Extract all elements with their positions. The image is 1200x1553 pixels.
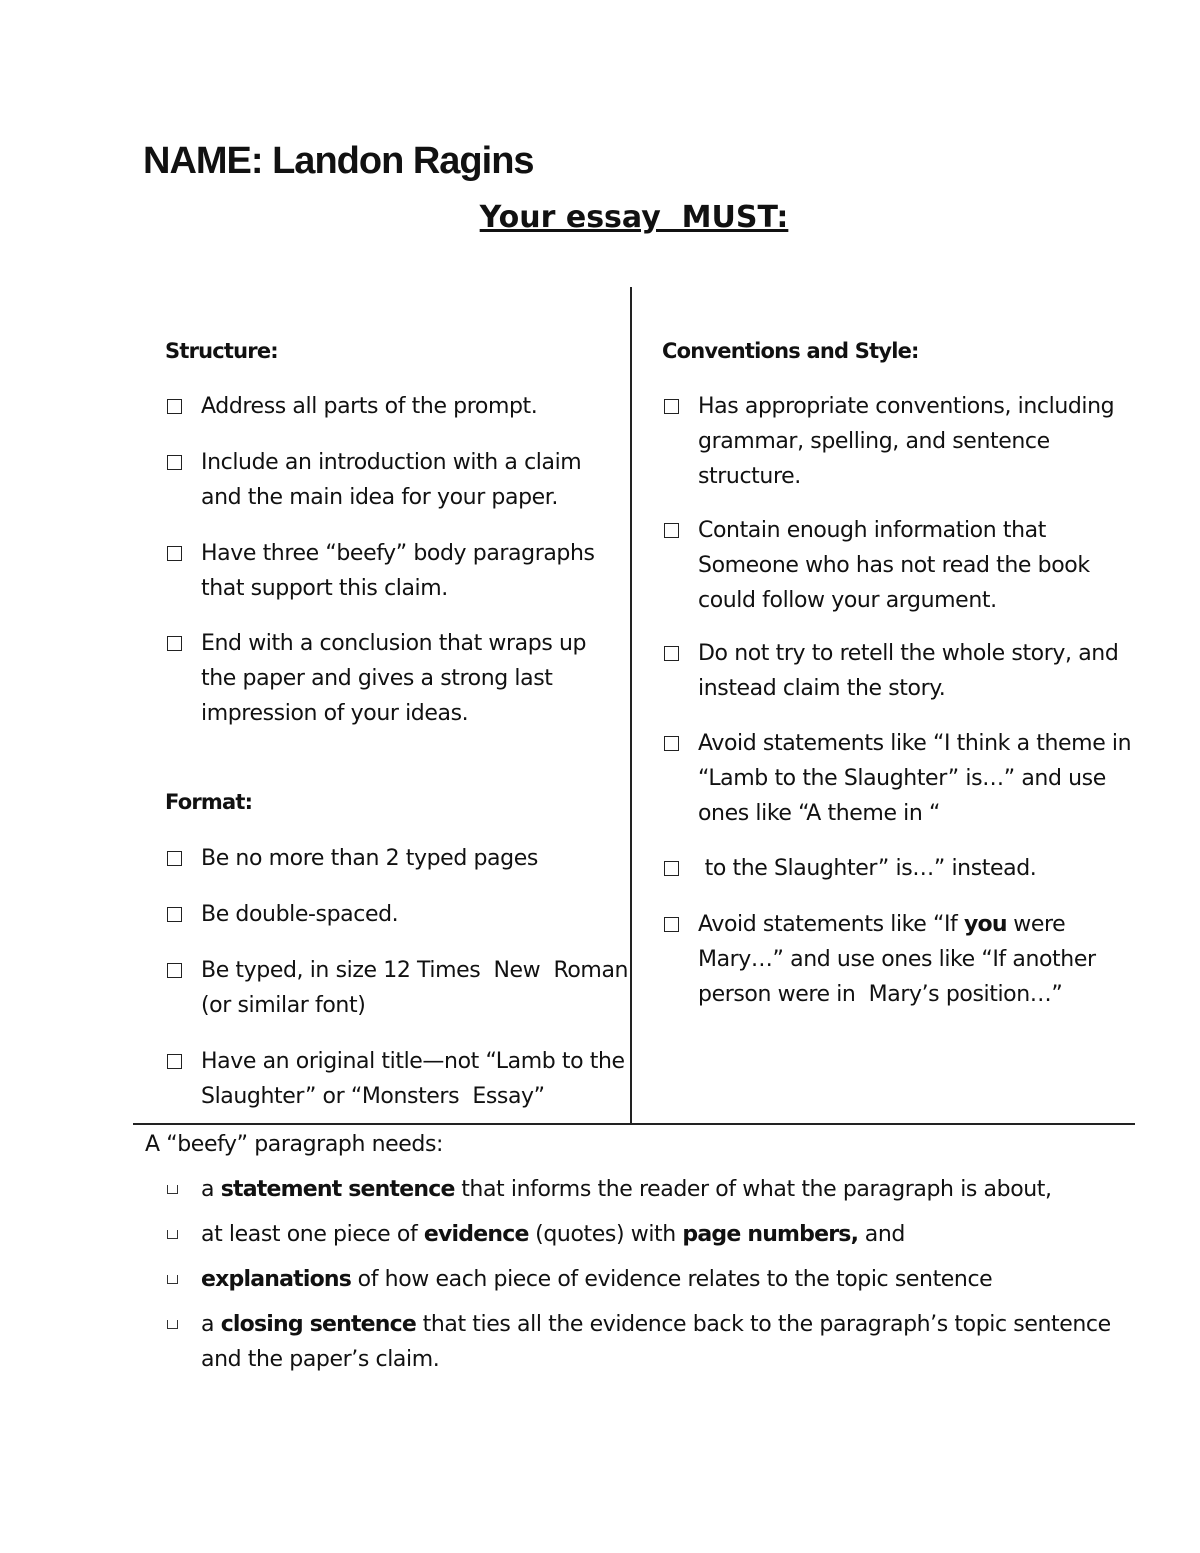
list-item: at least one piece of evidence (quotes) with page numbers, and: [167, 1217, 1127, 1252]
checklist-item: Avoid statements like “I think a theme in “Lamb to the Slaughter” is…” and use ones like “A theme in “: [664, 726, 1134, 831]
checkbox-icon: [664, 861, 679, 876]
checklist-item: End with a conclusion that wraps up the paper and gives a strong last impression of your ideas.: [167, 626, 637, 731]
checkbox-icon: [167, 907, 182, 922]
structure-heading: Structure:: [165, 339, 278, 363]
checklist-item: Have three “beefy” body paragraphs that support this claim.: [167, 536, 637, 606]
checkbox-icon: [664, 523, 679, 538]
checkbox-icon: [664, 646, 679, 661]
checklist-item: Do not try to retell the whole story, and instead claim the story.: [664, 636, 1134, 706]
checklist-item: Has appropriate conventions, including grammar, spelling, and sentence structure.: [664, 389, 1134, 494]
checkbox-icon: [167, 399, 182, 414]
bullet-icon: [167, 1275, 178, 1284]
checklist-item: Contain enough information that Someone who has not read the book could follow your argument.: [664, 513, 1134, 618]
checklist-item: Be no more than 2 typed pages: [167, 841, 637, 876]
checklist-item: Address all parts of the prompt.: [167, 389, 637, 424]
bullet-icon: [167, 1320, 178, 1329]
bullet-icon: [167, 1185, 178, 1194]
conventions-heading: Conventions and Style:: [662, 339, 919, 363]
checklist-item: Avoid statements like “If you were Mary…” and use ones like “If another person were in Mary’s position…”: [664, 907, 1134, 1012]
list-item: a statement sentence that informs the reader of what the paragraph is about,: [167, 1172, 1127, 1207]
checkbox-icon: [167, 851, 182, 866]
bullet-icon: [167, 1230, 178, 1239]
checkbox-icon: [664, 736, 679, 751]
format-heading: Format:: [165, 790, 253, 814]
checkbox-icon: [664, 917, 679, 932]
checkbox-icon: [167, 636, 182, 651]
student-name: NAME: Landon Ragins: [143, 140, 534, 182]
checklist-item: Be double-spaced.: [167, 897, 637, 932]
page-title: Your essay MUST:: [479, 200, 789, 235]
checklist-item: Have an original title—not “Lamb to the Slaughter” or “Monsters Essay”: [167, 1044, 637, 1114]
checklist-item: Be typed, in size 12 Times New Roman (or similar font): [167, 953, 637, 1023]
section-divider: [133, 1123, 1135, 1125]
checkbox-icon: [167, 963, 182, 978]
checklist-item: to the Slaughter” is…” instead.: [664, 851, 1134, 886]
checklist-item: Include an introduction with a claim and the main idea for your paper.: [167, 445, 637, 515]
list-item: a closing sentence that ties all the evidence back to the paragraph’s topic sentence and the paper’s claim.: [167, 1307, 1127, 1377]
beefy-heading: A “beefy” paragraph needs:: [145, 1132, 444, 1157]
checkbox-icon: [167, 455, 182, 470]
checkbox-icon: [664, 399, 679, 414]
checkbox-icon: [167, 546, 182, 561]
checkbox-icon: [167, 1054, 182, 1069]
list-item: explanations of how each piece of evidence relates to the topic sentence: [167, 1262, 1127, 1297]
